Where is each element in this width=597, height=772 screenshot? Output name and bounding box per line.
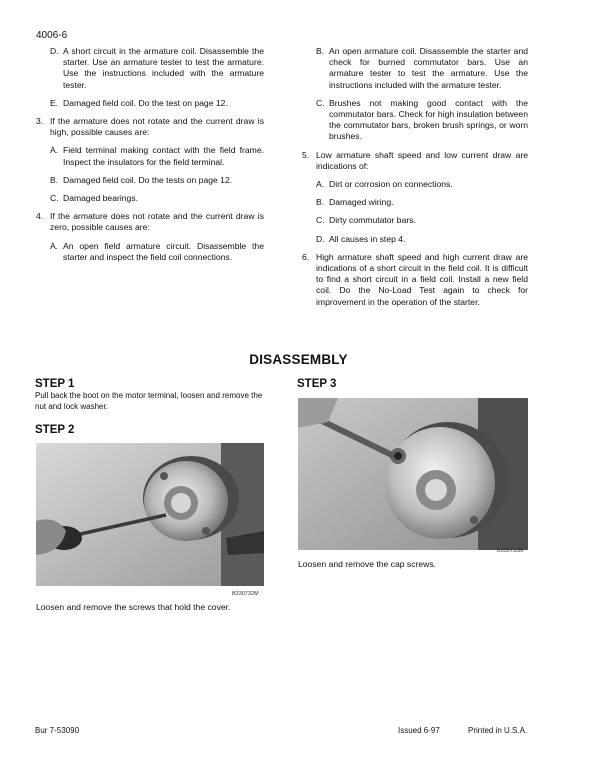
sub-item-letter: A. [316, 179, 325, 190]
sub-item-letter: E. [50, 97, 59, 108]
starter-wrench-image [298, 398, 528, 550]
sub-item-text: Brushes not making good contact with the commutator bars. Check for high insulation between the commutator bars, broken brush springs, or worn brushes. [329, 97, 528, 142]
sub-item-letter: C. [316, 97, 325, 108]
sub-item-text: All causes in step 4. [329, 233, 406, 244]
list-item [302, 252, 528, 308]
sub-item-text: Damaged bearings. [63, 193, 139, 204]
sub-item [36, 175, 264, 186]
footer-doc-number: Bur 7-53090 [35, 726, 80, 735]
sub-item-letter: B. [50, 174, 59, 185]
step2-image-code: B330732M [232, 591, 259, 597]
list-item [302, 150, 528, 245]
section-title: DISASSEMBLY [249, 352, 348, 367]
sub-item [302, 234, 528, 245]
list-item [36, 211, 264, 263]
right-column [302, 46, 528, 315]
sub-item-letter: C. [50, 193, 59, 204]
step2-photo [36, 443, 264, 586]
sub-item [302, 197, 528, 208]
sub-item [36, 193, 264, 204]
sub-item-text: A short circuit in the armature coil. Disassemble the starter. Use an armature tester to test the armature. Use the instructions included with the armature tester. [63, 46, 264, 90]
sub-item-text: Field terminal making contact with the field frame. Inspect the insulators for the field terminal. [63, 145, 264, 167]
sub-item [36, 98, 264, 109]
sub-item [302, 179, 528, 190]
step2-label: STEP 2 [35, 424, 75, 436]
sub-item [302, 215, 528, 226]
sub-item-text: Dirty commutator bars. [329, 215, 416, 226]
sub-item-text: Damaged field coil. Do the tests on page 12. [63, 174, 233, 185]
step3-image-code: B330733M [497, 548, 524, 554]
sub-item-text: Dirt or corrosion on connections. [329, 179, 453, 190]
footer-issued: Issued 6-97 [398, 726, 440, 735]
numbered-step [36, 211, 264, 233]
step-number: 3. [36, 116, 44, 127]
sub-item-letter: D. [316, 233, 325, 244]
step-number: 5. [302, 149, 310, 160]
step2-caption: Loosen and remove the screws that hold the cover. [36, 602, 231, 612]
numbered-step [36, 116, 264, 138]
sub-item-letter: D. [50, 46, 59, 56]
sub-item [36, 241, 264, 263]
step-number: 6. [302, 251, 310, 262]
sub-item-text: An open armature coil. Disassemble the starter and check for burned commutator bars. Use an armature tester to test the armature. Use the instructions included with the armature tester. [329, 46, 528, 90]
sub-item-letter: A. [50, 240, 59, 251]
step1-label: STEP 1 [35, 378, 75, 390]
numbered-step [302, 150, 528, 172]
page-number: 4006-6 [36, 30, 68, 41]
step-text: If the armature does not rotate and the current draw is zero, possible causes are: [50, 211, 264, 233]
step-number: 4. [36, 211, 44, 222]
step3-label: STEP 3 [297, 378, 337, 390]
sub-item-letter: B. [316, 197, 325, 208]
sub-item-letter: B. [316, 46, 325, 56]
list-item [36, 116, 264, 204]
step-text: If the armature does not rotate and the current draw is high, possible causes are: [50, 116, 264, 138]
footer-printed: Printed in U.S.A. [468, 726, 528, 735]
sub-item [302, 98, 528, 143]
step-text: High armature shaft speed and high current draw are indications of a short circuit in the field coil. It is difficult to find a short circuit in a field coil. Install a new field coil. Do the No-Load Test again to check for improvement in the operation of the starter. [316, 251, 528, 307]
step3-caption: Loosen and remove the cap screws. [298, 559, 437, 569]
sub-item-letter: C. [316, 215, 325, 226]
list-item [36, 46, 264, 109]
starter-screwdriver-image [36, 443, 264, 586]
sub-item-text: Damaged field coil. Do the test on page 12. [63, 97, 228, 108]
sub-item [302, 46, 528, 91]
numbered-step [302, 252, 528, 308]
step-text: Low armature shaft speed and low current draw are indications of: [316, 149, 528, 171]
sub-item-letter: A. [50, 145, 59, 156]
sub-item-text: An open field armature circuit. Disassemble the starter and inspect the field coil connections. [63, 240, 264, 262]
left-column [36, 46, 264, 270]
sub-item [36, 145, 264, 167]
list-item [302, 46, 528, 143]
step3-photo [298, 398, 528, 550]
sub-item [36, 46, 264, 91]
step1-text: Pull back the boot on the motor terminal, loosen and remove the nut and lock washer. [35, 391, 263, 411]
sub-item-text: Damaged wiring. [329, 197, 394, 208]
